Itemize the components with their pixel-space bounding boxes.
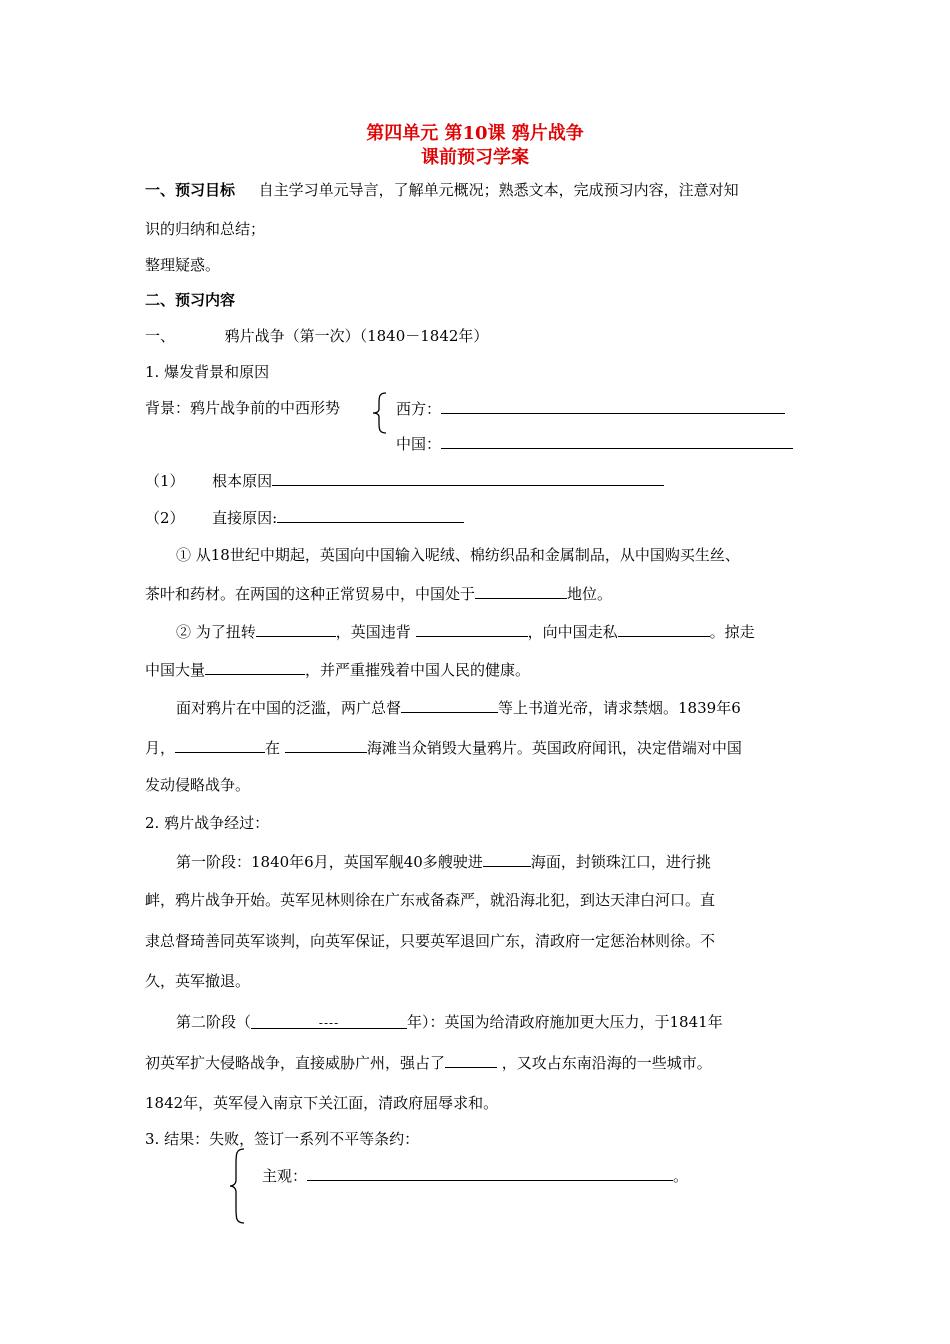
years-dash: ---- (318, 1016, 340, 1030)
stage-2-line-1 (176, 1012, 723, 1032)
item-3-title: 3. 结果：失败，签订一系列不平等条约： (145, 1130, 420, 1148)
root-cause-num: （1） (145, 472, 185, 490)
direct-cause-row (145, 507, 464, 528)
content-heading: 二、预习内容 (145, 291, 236, 309)
para-2-line-1 (176, 621, 755, 642)
page-subtitle: 课前预习学案 (421, 147, 529, 168)
left-brace-icon (370, 392, 390, 434)
west-blank[interactable] (441, 398, 785, 414)
stage-1-line-1 (176, 851, 711, 872)
para-1-line-2 (145, 583, 612, 604)
china-label: 中国： (396, 435, 442, 453)
para-2-line-2 (145, 659, 530, 680)
direct-cause-num: （2） (145, 509, 185, 527)
direct-cause-label: 直接原因: (212, 509, 278, 527)
para-2-text-a: ② 为了扭转 (176, 623, 256, 641)
stage-2-text-b: 年）：英国为给清政府施加更大压力，于1841年 (407, 1013, 723, 1031)
para-2-text-e: 中国大量 (145, 661, 206, 679)
violate-blank[interactable] (416, 621, 528, 637)
item-2-title: 2. 鸦片战争经过： (145, 814, 270, 832)
para-3-line-3: 发动侵略战争。 (145, 776, 251, 794)
goal-line-2: 识的归纳和总结； (145, 220, 266, 238)
reverse-blank[interactable] (256, 621, 336, 637)
root-cause-row (145, 470, 664, 491)
para-2-text-d: 。掠走 (709, 623, 755, 641)
para-3-text-d: 在 (265, 739, 281, 757)
para-1-text: 茶叶和药材。在两国的这种正常贸易中，中国处于 (145, 585, 476, 603)
background-label: 背景：鸦片战争前的中西形势 (145, 399, 341, 417)
para-1-line-1: ① 从18世纪中期起，英国向中国输入呢绒、棉纺织品和金属制品，从中国购买生丝、 (176, 546, 740, 564)
west-label: 西方： (396, 400, 442, 418)
goal-line-3: 整理疑惑。 (145, 256, 221, 274)
result-brace-icon (228, 1148, 248, 1224)
subjective-row (262, 1165, 688, 1186)
stage-1-text-a: 第一阶段：1840年6月，英国军舰40多艘驶进 (176, 853, 483, 871)
place-blank[interactable] (285, 737, 367, 753)
plunder-blank[interactable] (205, 659, 305, 675)
goal-text: 自主学习单元导言，了解单元概况；熟悉文本，完成预习内容，注意对知 (258, 181, 739, 199)
stage-2-line-3: 1842年，英军侵入南京下关江面，清政府屈辱求和。 (145, 1094, 499, 1112)
governor-blank[interactable] (401, 697, 498, 713)
goal-heading: 一、预习目标 (145, 181, 236, 199)
section-1-heading (145, 326, 488, 346)
stage-2-text-d: ，又攻占东南沿海的一些城市。 (501, 1054, 712, 1072)
stage-2-line-2 (145, 1052, 712, 1073)
subjective-blank[interactable] (307, 1165, 673, 1181)
section-1-title: 鸦片战争（第一次）（1840－1842年） (224, 327, 489, 345)
stage-2-text-a: 第二阶段（ (176, 1013, 252, 1031)
person-blank[interactable] (175, 737, 265, 753)
root-cause-blank[interactable] (272, 470, 664, 486)
west-row (396, 398, 785, 419)
stage-1-line-2: 衅，鸦片战争开始。英军见林则徐在广东戒备森严，就沿海北犯，到达天津白河口。直 (145, 891, 716, 909)
trade-position-blank[interactable] (475, 583, 567, 599)
para-2-text-f: ，并严重摧残着中国人民的健康。 (305, 661, 531, 679)
page-title: 第四单元 第10课 鸦片战争 (366, 123, 584, 144)
stage-1-text-b: 海面，封锁珠江口，进行挑 (530, 853, 711, 871)
china-row (396, 433, 793, 454)
section-1-num: 一、 (145, 327, 176, 345)
para-3-line-2 (145, 737, 742, 758)
subjective-end: 。 (673, 1167, 689, 1185)
para-2-text-b: ，英国违背 (335, 623, 411, 641)
para-3-text-b: 等上书道光帝，请求禁烟。1839年6 (498, 699, 741, 717)
para-3-line-1 (176, 697, 741, 718)
sea-blank[interactable] (483, 851, 531, 867)
para-3-text-c: 月， (145, 739, 176, 757)
para-2-text-c: ，向中国走私 (527, 623, 618, 641)
root-cause-label: 根本原因 (212, 472, 273, 490)
para-3-text-e: 海滩当众销毁大量鸦片。英国政府闻讯，决定借端对中国 (366, 739, 742, 757)
goal-line-1 (145, 180, 739, 200)
stage-2-text-c: 初英军扩大侵略战争，直接威胁广州，强占了 (145, 1054, 446, 1072)
occupied-blank[interactable] (445, 1052, 497, 1068)
china-blank[interactable] (441, 433, 793, 449)
years-blank[interactable] (251, 1013, 407, 1029)
item-1-title: 1. 爆发背景和原因 (145, 363, 270, 381)
smuggle-blank[interactable] (618, 621, 710, 637)
stage-1-line-3: 隶总督琦善同英军谈判，向英军保证，只要英军退回广东，清政府一定惩治林则徐。不 (145, 932, 716, 950)
subjective-label: 主观： (262, 1167, 308, 1185)
para-3-text-a: 面对鸦片在中国的泛滥，两广总督 (176, 699, 402, 717)
stage-1-line-4: 久，英军撤退。 (145, 972, 251, 990)
para-1-end: 地位。 (567, 585, 613, 603)
direct-cause-blank[interactable] (277, 507, 464, 523)
